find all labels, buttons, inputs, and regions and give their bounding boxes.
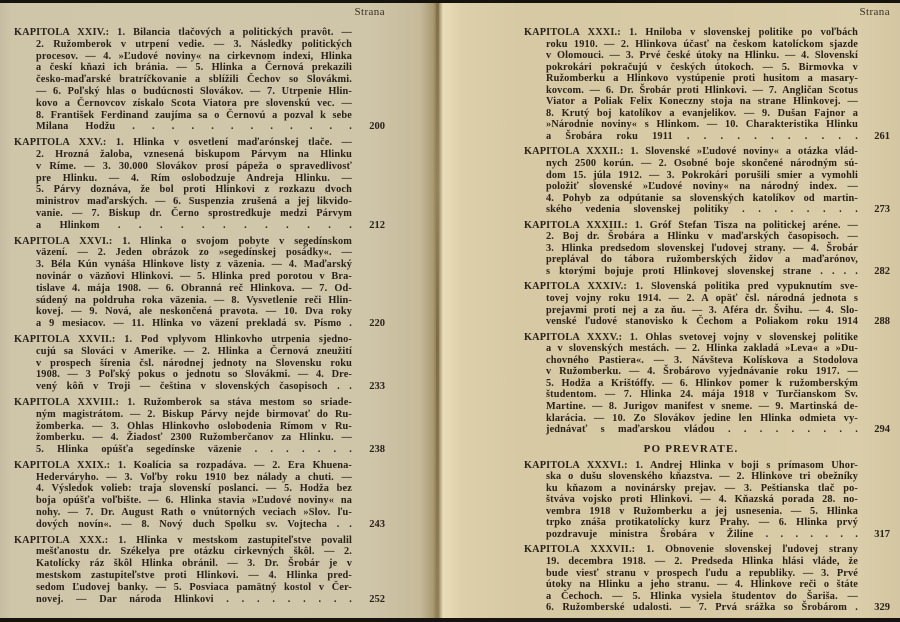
toc-line: 3. Hlinka predsedom slovenskej ľudovej strany. — 4. Šrobár <box>546 242 858 254</box>
toc-line: KAPITOLA XXXV.: 1. Ohlas svetovej vojny v slovenskej politike <box>524 331 858 343</box>
toc-line: preplával do tábora ružomberských židov a maďarónov, <box>546 254 858 266</box>
page-number: 233 <box>369 381 385 393</box>
toc-line: KAPITOLA XXIV.: 1. Bilancia tlačových a politických pravôt. — <box>14 27 352 38</box>
toc-line: a Hlinkom . . . . . . . . . . . . <box>36 219 352 231</box>
toc-line: chovného Pastiera«. — 3. Návšteva Kolískova a Stodolova <box>546 354 858 366</box>
toc-entry-5 <box>524 460 890 541</box>
toc-entry-1 <box>14 137 385 231</box>
page-number: 212 <box>369 219 385 231</box>
top-page-edge <box>0 0 900 3</box>
page-number: 200 <box>369 121 385 133</box>
toc-left <box>14 27 385 605</box>
toc-line: pre Hlinku. — 4. Rím oslobodzuje Andreja Hlinku. — <box>36 172 352 184</box>
toc-line: pozdravuje ministra Šrobára v Žiline . . . . . . . <box>546 528 858 540</box>
toc-line: 3. Béla Kún vynáša Hlinkove listy z väzenia. — 4. Maďarský <box>36 259 352 271</box>
page-number: 220 <box>369 318 385 330</box>
toc-line: KAPITOLA XXXVI.: 1. Andrej Hlinka v boji s prímasom Uhor- <box>524 459 858 471</box>
toc-entry-text <box>524 332 858 436</box>
toc-entry-6 <box>524 544 890 613</box>
toc-line: vembra 1918 v Ružomberku a jej usnesenia. — 5. Hlinka <box>546 505 858 517</box>
toc-line: venské ľudové stanovisko k Čechom a Poliakom roku 1914 <box>546 316 858 328</box>
toc-line: tislave 4. mája 1908. — 6. Obranná reč Hlinkova. — 7. Od- <box>36 282 352 294</box>
toc-line: Ružomberku a Hlinkovo vystúpenie proti husitom a masary- <box>546 73 858 85</box>
toc-line: KAPITOLA XXXIV.: 1. Slovenská politika pred vypuknutím sve- <box>524 281 858 293</box>
toc-line: mešťanostu dr. Székelya pre otázku cirkevných škôl. — 2. <box>36 546 352 558</box>
toc-entry-text <box>524 460 858 541</box>
book-gutter <box>436 0 439 622</box>
toc-line: KAPITOLA XXXII.: 1. Slovenské »Ľudové noviny« a otázka vlád- <box>524 146 858 158</box>
toc-entry-0 <box>14 27 385 133</box>
toc-line: 19. decembra 1918. — 2. Predseda Hlinka hlási vláde, že <box>546 555 858 567</box>
toc-line: v Ružomberku. — 4. Šrobárovo vyjednávanie roku 1917. — <box>546 366 858 378</box>
toc-line: a Šrobára roku 1911 . . . . . . . . . . . <box>546 130 858 142</box>
toc-line: novinár o väzňovi Hlinkovi. — 5. Hlinka pred porotou v Bra- <box>36 270 352 282</box>
toc-line: ského vedenia slovenskej politiky . . . . . . . . <box>546 204 858 216</box>
toc-line: ministrov maďarských. — 6. Suspenzia zrušená a jej likvido- <box>36 196 352 208</box>
toc-line: KAPITOLA XXVI.: 1. Hlinka o svojom pobyte v segedínskom <box>14 235 352 247</box>
toc-line: 4. Výsledok volieb: traja slovenskí poslanci. — 5. Hodža bez <box>36 483 352 495</box>
toc-line: KAPITOLA XXVIII.: 1. Ružomberok sa stáva mestom so sriade- <box>14 396 352 408</box>
toc-line: klarácia. — 10. Zo Slovákov jedine len Hlinka odmieta vy- <box>546 412 858 424</box>
strana-label-right: Strana <box>859 6 890 18</box>
toc-line: KAPITOLA XXXI.: 1. Hniloba v slovenskej politike po voľbách <box>524 27 858 38</box>
toc-entry-3 <box>14 334 385 393</box>
page-number: 317 <box>874 528 890 540</box>
page-number: 294 <box>874 423 890 435</box>
page-number: 273 <box>874 203 890 215</box>
page-header-right <box>524 6 890 20</box>
toc-right <box>524 27 890 614</box>
toc-line: 8. František Ferdinand zaujíma sa o Černovú a pozval k sebe <box>36 109 352 121</box>
toc-line: novej. — Dar národa Hlinkovi . . . . . . . . . <box>36 593 352 605</box>
toc-entry-5 <box>14 460 385 531</box>
toc-line: vanie. — 7. Biskup dr. Černo sprostredkuje medzi Párvym <box>36 207 352 219</box>
toc-entry-text <box>524 146 858 215</box>
toc-entry-text <box>14 460 352 531</box>
toc-line: kovej. — 9. Nová, ale neskončená pravota. — 10. Dva roky <box>36 306 352 318</box>
page-number: 243 <box>369 518 385 530</box>
toc-line: prejavmi proti nej a za ňu. — 3. Aféra dr. Švihu. — 4. Slo- <box>546 304 858 316</box>
toc-line: 2. Hrozná žaloba, vznesená biskupom Párvym na Hlinku <box>36 148 352 160</box>
toc-line: cujú sa Slováci v Amerike. — 2. Hlinka a Černová zneužití <box>36 345 352 357</box>
toc-line: mestskom zastupiteľstve proti Hlinkovi. — 4. Hlinka pred- <box>36 570 352 582</box>
toc-line: jednávať s maďarskou vládou . . . . . . . . . <box>546 424 858 436</box>
toc-line: pokrokári pokračujú v českých útokoch. — 5. Birmovka v <box>546 61 858 73</box>
toc-line: KAPITOLA XXIX.: 1. Koalícia sa rozpadáva. — 2. Éra Khuena- <box>14 459 352 471</box>
toc-line: s ktorými bojuje proti Hlinkovej slovenskej strane . . . . <box>546 265 858 277</box>
toc-line: »Národnie noviny« s Hlinkom. — 10. Charakteristika Hlinku <box>546 119 858 131</box>
toc-line: súdený na poldruha roka väzenia. — 8. Vysvetlenie reči Hlin- <box>36 294 352 306</box>
toc-line: roku 1910. — 2. Hlinkova účasť na českom katolíckom sjazde <box>546 38 858 50</box>
toc-line: 4. Pohyb za odpútanie sa slovenských katolíkov od martin- <box>546 192 858 204</box>
toc-line: 8. Krutý boj katolíkov a evanjelikov. — 9. Dušan Fajnor a <box>546 107 858 119</box>
toc-line: KAPITOLA XXV.: 1. Hlinka v osvetlení maďarónskej tlače. — <box>14 137 352 149</box>
toc-line: v Olomouci. — 3. Prvé české útoky na Hlinku. — 4. Slovenskí <box>546 50 858 62</box>
toc-line: a v slovenských mestách. — 2. Hlinka zakladá »Leva« a »Du- <box>546 343 858 355</box>
page-number: 252 <box>369 593 385 605</box>
toc-line: KAPITOLA XXXVII.: 1. Obnovenie slovenskej ľudovej strany <box>524 544 858 556</box>
page-number: 282 <box>874 265 890 277</box>
toc-line: žomberka. — 3. Ohlas Hlinkovho oslobodenia Rímom v Ru- <box>36 420 352 432</box>
toc-entry-3 <box>524 281 890 327</box>
toc-line: položiť slovenské »Ľudové noviny« na národný index. — <box>546 181 858 193</box>
toc-line: bude viesť stranu v prospech ľudu a republiky. — 3. Prvé <box>546 567 858 579</box>
toc-line: 2. Boj dr. Šrobára a Hlinku v maďarských časopisoch. — <box>546 231 858 243</box>
toc-line: 5. Hodža a Krištóffy. — 6. Hlinkov pomer k ružomberským <box>546 377 858 389</box>
bottom-page-edge <box>0 618 900 622</box>
toc-line: v Ríme. — 3. 30.000 Slovákov prosí pápeža o spravedlivosť <box>36 160 352 172</box>
toc-entry-6 <box>14 535 385 606</box>
toc-line: kovo a Černovcov získalo Scota Viatora pre slovenskú vec. — <box>36 97 352 109</box>
toc-line: 5. Hlinka opúšťa segedínske väzenie . . . . . . . <box>36 444 352 456</box>
toc-entry-text <box>14 334 352 393</box>
page-number: 329 <box>874 601 890 613</box>
toc-line: a českí kňazi ich bránia. — 5. Hlinka a Černová prekazili <box>36 62 352 74</box>
toc-line: KAPITOLA XXX.: 1. Hlinka v mestskom zastupiteľstve povalil <box>14 534 352 546</box>
toc-entry-text <box>524 220 858 278</box>
toc-line: Katolícky ráz škôl Hlinka obránil. — 3. Dr. Šrobár je v <box>36 558 352 570</box>
toc-entry-text <box>14 535 352 606</box>
toc-line: v prospech šírenia čsl. národnej jednoty na Slovensku roku <box>36 357 352 369</box>
page-number: 238 <box>369 444 385 456</box>
toc-line: trpko znáša protikatolícky kurz Prahy. — 6. Hlinka prvý <box>546 517 858 529</box>
toc-entry-text <box>14 397 352 456</box>
toc-line: — 6. Poľský hlas o budúcnosti Slovákov. — 7. Utrpenie Hlin- <box>36 85 352 97</box>
toc-line: 2. Ružomberok v utrpení vedie. — 3. Následky politických <box>36 38 352 50</box>
strana-label-left: Strana <box>354 6 385 18</box>
toc-entry-text <box>14 27 352 133</box>
section-heading: PO PREVRATE. <box>643 442 739 455</box>
toc-line: a Čechoch. — 5. Hlinka vysiela študentov do Šariša. — <box>546 590 858 602</box>
toc-line: 6. Ružomberské udalosti. — 7. Prvá srážka so Šrobárom . <box>546 602 858 614</box>
toc-line: a 9 mesiacov. — 11. Hlinka vo väzení prekladá sv. Písmo . <box>36 318 352 330</box>
toc-line: väzení. — 2. Jeden obrázok zo »segedínskej posádky«. — <box>36 247 352 259</box>
toc-line: študentom. — 7. Hlinka 24. mája 1918 v Turčianskom Sv. <box>546 389 858 401</box>
toc-line: procesov. — 4. »Ľudové noviny« na cirkevnom indexi, Hlinka <box>36 50 352 62</box>
toc-entry-text <box>14 236 352 330</box>
toc-line: Milana Hodžu . . . . . . . . . . . . <box>36 121 352 133</box>
toc-line: dom 15. júla 1912. — 3. Pokrokári porušili smier a vymohli <box>546 169 858 181</box>
toc-line: Viator a Poliak Felix Koneczny stoja na strane Hlinkovej. — <box>546 96 858 108</box>
toc-line: ným magistrátom. — 2. Biskup Párvy nejde birmovať do Ru- <box>36 408 352 420</box>
toc-entry-1 <box>524 146 890 215</box>
toc-line: kovcom. — 6. Dr. Šrobár proti Hlinkovi. — 7. Angličan Scotus <box>546 84 858 96</box>
toc-entry-text <box>14 137 352 231</box>
toc-line: Martine. — 8. Jurigov manifest v sneme. — 9. Martinská de- <box>546 400 858 412</box>
toc-line: nohy. — 7. Dr. August Rath o vnútorných veciach »Slov. ľu- <box>36 507 352 519</box>
toc-line: KAPITOLA XXVII.: 1. Pod vplyvom Hlinkovho utrpenia sjedno- <box>14 333 352 345</box>
right-page <box>524 6 890 618</box>
toc-line: žomberku. — 4. Žiadosť 2300 Ružomberčanov za Hlinku. — <box>36 432 352 444</box>
toc-line: nych 2500 korún. — 2. Osobné boje skončené národným sú- <box>546 158 858 170</box>
toc-entry-text <box>524 27 858 142</box>
toc-line: 5. Párvy doznáva, že bol proti Hlinkovi z rozkazu dvoch <box>36 184 352 196</box>
toc-entry-4 <box>14 397 385 456</box>
toc-line: boja opúšťa voľbište. — 6. Hlinka stavia »Ľudové noviny« na <box>36 495 352 507</box>
toc-entry-0 <box>524 27 890 142</box>
toc-line: 1908. — 3 Poľský pokus o jednotu so Slovákmi. — 4. Dre- <box>36 369 352 381</box>
toc-line: štváva vojsko proti Hlinkovi. — 4. Kňazská porada 28. no- <box>546 494 858 506</box>
toc-line: Hederváryho. — 3. Voľby roku 1910 bez nálady a chuti. — <box>36 471 352 483</box>
toc-line: česko-maďarské bratríčkovanie a sblížili Čechov so Slovákmi. <box>36 74 352 86</box>
toc-line: ska o dušu slovenského kňazstva. — 2. Hlinkove tri obežníky <box>546 471 858 483</box>
page-number: 261 <box>874 130 890 142</box>
toc-line: tovej vojny roku 1914. — 2. A opäť čsl. národná jednota s <box>546 293 858 305</box>
toc-entry-2 <box>14 236 385 330</box>
page-number: 288 <box>874 315 890 327</box>
toc-entry-text <box>524 544 858 613</box>
toc-entry-4 <box>524 332 890 436</box>
toc-line: útoky na Hlinku a jeho stranu. — 4. Hlinkove reči o štáte <box>546 579 858 591</box>
toc-line: dových novín«. — 8. Nový duch Spolku sv. Vojtecha . . <box>36 518 352 530</box>
toc-line: KAPITOLA XXXIII.: 1. Gróf Štefan Tisza na politickej aréne. — <box>524 219 858 231</box>
left-page <box>14 6 385 609</box>
toc-line: ku kňazom a novinársky prejav. — 3. Peštianska tlač po- <box>546 482 858 494</box>
page-header-left <box>14 6 385 20</box>
toc-line: sedom Ľudovej banky. — 5. Posviaca pamätný kostol v Čer- <box>36 581 352 593</box>
toc-line: vený kôň v Troji — čeština v slovenských časopisoch . . <box>36 381 352 393</box>
toc-entry-text <box>524 281 858 327</box>
toc-entry-2 <box>524 220 890 278</box>
